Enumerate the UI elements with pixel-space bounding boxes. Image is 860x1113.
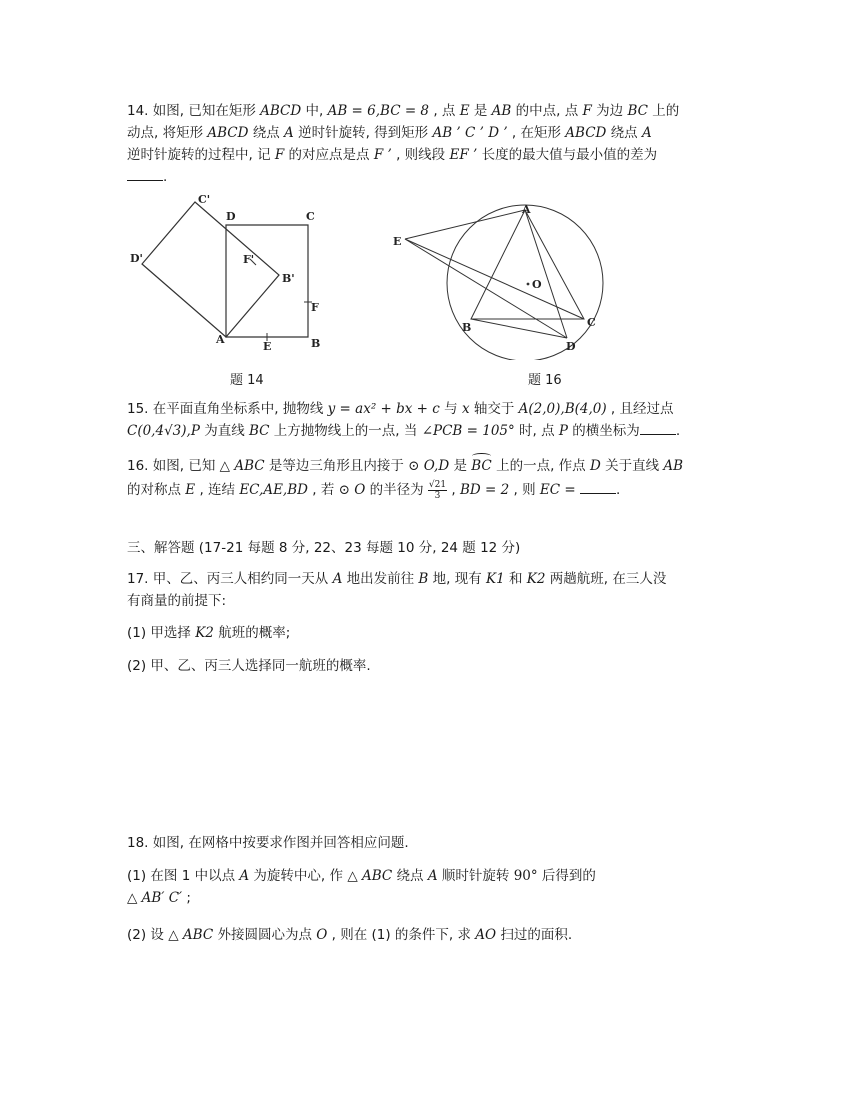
question-16 <box>127 455 737 501</box>
arc-bc: BC <box>471 455 492 477</box>
q16-line-2: 的对称点 E , 连结 EC,AE,BD , 若 ⊙ O 的半径为 $\frac{√21}{3}$ , BD = 2 , 则 EC = . <box>127 479 621 501</box>
label-f-prime: F' <box>243 253 255 266</box>
q17-line-2: 有商量的前提下: <box>127 593 227 609</box>
q18-part-1-line-1: (1) 在图 1 中以点 A 为旋转中心, 作 △ ABC 绕点 A 顺时针旋转 90° 后得到的 <box>127 868 596 884</box>
q18-part-1 <box>127 865 737 909</box>
q14-line-3: 逆时针旋转的过程中, 记 F 的对应点是点 F ’ , 则线段 EF ’ 长度的最大值与最小值的差为 <box>127 147 658 163</box>
q15-line-1: 15. 在平面直角坐标系中, 抛物线 y = ax² + bx + c 与 x 轴交于 A(2,0),B(4,0) , 且经过点 <box>127 401 674 417</box>
label-o: O <box>532 278 542 291</box>
label-c: C <box>587 316 596 329</box>
q18-part-2: (2) 设 △ ABC 外接圆圆心为点 O , 则在 (1) 的条件下, 求 AO 扫过的面积. <box>127 927 573 943</box>
radius-fraction: $\frac{√21}{3}$ <box>428 479 447 501</box>
figure-14-caption: 题 14 <box>230 373 264 388</box>
label-d: D <box>566 340 576 353</box>
label-e: E <box>263 340 272 353</box>
label-d: D <box>226 210 236 223</box>
circle-o <box>447 205 603 360</box>
label-c: C <box>306 210 315 223</box>
q17-part-2: (2) 甲、乙、丙三人选择同一航班的概率. <box>127 658 371 674</box>
triangle-abc <box>471 210 584 319</box>
q14-line-4: . <box>127 166 737 188</box>
label-e: E <box>393 235 402 248</box>
label-a: A <box>522 203 531 216</box>
q14-line-2: 动点, 将矩形 ABCD 绕点 A 逆时针旋转, 得到矩形 AB ’ C ’ D ’ , 在矩形 ABCD 绕点 A <box>127 125 652 141</box>
q18-part-1-line-2: △ AB′ C′ ; <box>127 890 191 906</box>
label-d-prime: D' <box>130 252 143 265</box>
question-18: 18. 如图, 在网格中按要求作图并回答相应问题. <box>127 835 409 851</box>
label-b-prime: B' <box>282 272 295 285</box>
label-b: B <box>311 337 321 350</box>
label-b: B <box>462 321 472 334</box>
figure-16 <box>385 195 605 360</box>
question-14 <box>127 100 737 188</box>
question-15 <box>127 398 737 442</box>
question-17 <box>127 568 737 612</box>
answer-blank <box>640 420 676 435</box>
answer-blank <box>127 166 163 181</box>
segment-bd <box>471 319 567 338</box>
label-f: F <box>311 301 319 314</box>
rect-ab-c-d-rotated <box>142 202 279 337</box>
segment-ed <box>405 239 567 338</box>
segment-ea <box>405 210 525 239</box>
rect-abcd <box>226 225 308 337</box>
q15-line-2: C(0,4√3),P 为直线 BC 上方抛物线上的一点, 当 ∠PCB = 105° 时, 点 P 的横坐标为 . <box>127 420 737 442</box>
q14-line-1: 14. 如图, 已知在矩形 ABCD 中, AB = 6,BC = 8 , 点 E 是 AB 的中点, 点 F 为边 BC 上的 <box>127 103 680 119</box>
center-dot <box>527 283 530 286</box>
figure-14 <box>125 190 335 355</box>
q17-part-1: (1) 甲选择 K2 航班的概率; <box>127 625 291 641</box>
answer-blank <box>580 479 616 494</box>
section-heading: 三、解答题 (17-21 每题 8 分, 22、23 每题 10 分, 24 题 12 分) <box>127 540 521 556</box>
q17-line-1: 17. 甲、乙、丙三人相约同一天从 A 地出发前往 B 地, 现有 K1 和 K2 两趟航班, 在三人没 <box>127 571 667 587</box>
label-a: A <box>216 333 225 346</box>
label-c-prime: C' <box>198 193 211 206</box>
q16-line-1: 16. 如图, 已知 △ ABC 是等边三角形且内接于 ⊙ O,D 是 BC 上的一点, 作点 D 关于直线 AB <box>127 455 737 477</box>
figure-16-caption: 题 16 <box>528 373 562 388</box>
